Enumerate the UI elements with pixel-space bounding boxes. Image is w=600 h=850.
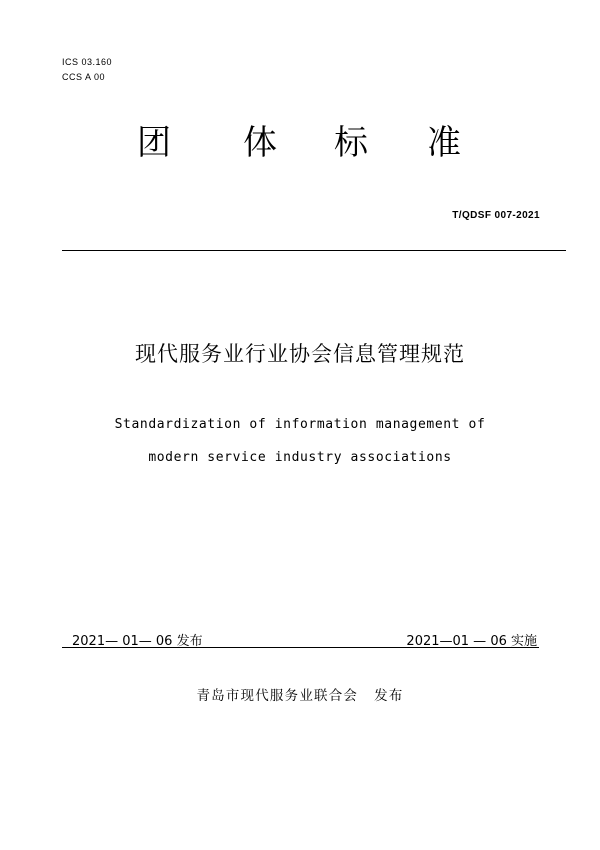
document-type-title bbox=[0, 118, 600, 168]
publisher-line bbox=[0, 684, 600, 704]
title-char: 团 bbox=[137, 123, 171, 163]
ccs-code: CCS A 00 bbox=[62, 72, 106, 82]
issue-date: 2021— 01— 06 发布 bbox=[72, 634, 203, 649]
publisher-name: 青岛市现代服务业联合会 bbox=[196, 688, 359, 704]
title-char: 体 bbox=[243, 123, 277, 163]
title-char: 标 bbox=[334, 123, 368, 163]
implementation-date: 2021—01 — 06 实施 bbox=[406, 634, 537, 649]
standard-number: T/QDSF 007-2021 bbox=[452, 210, 540, 221]
chinese-title: 现代服务业行业协会信息管理规范 bbox=[135, 342, 465, 366]
ics-code: ICS 03.160 bbox=[62, 57, 113, 67]
english-title-line-1: Standardization of information management of bbox=[114, 417, 486, 432]
date-divider bbox=[62, 647, 539, 648]
title-char: 准 bbox=[427, 123, 461, 163]
header-divider bbox=[62, 250, 566, 251]
publisher-action: 发布 bbox=[374, 688, 404, 704]
english-title-line-2: modern service industry associations bbox=[148, 450, 452, 465]
